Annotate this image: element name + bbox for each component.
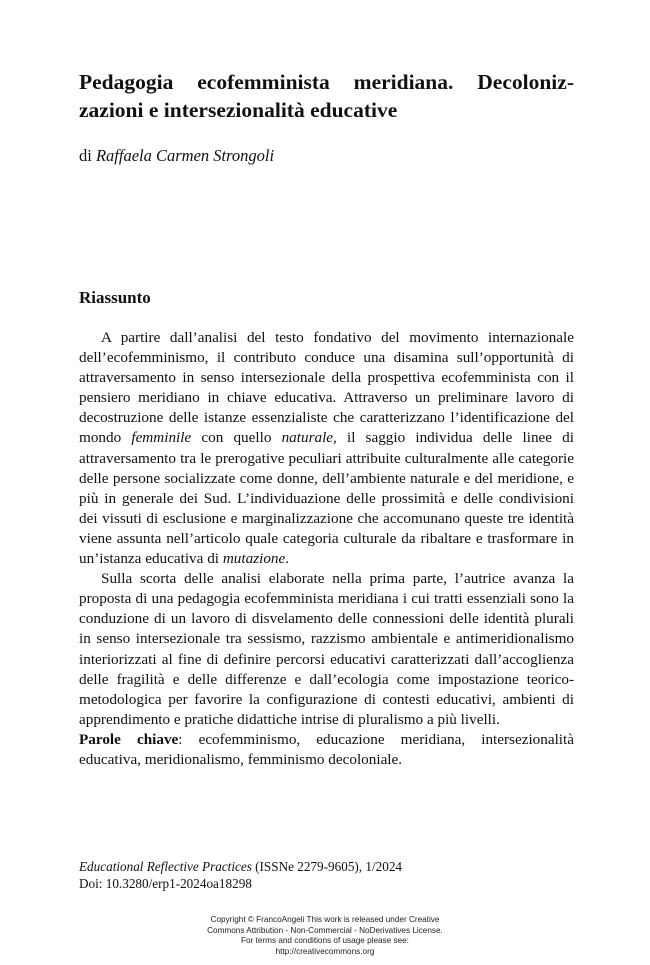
emphasis-naturale: naturale	[281, 429, 334, 447]
citation-footer	[79, 858, 402, 892]
license-line-3: For terms and conditions of usage please see:	[241, 936, 409, 945]
journal-name: Educational Reflective Practices	[79, 859, 252, 874]
keywords-label: Parole chiave	[79, 730, 179, 748]
abstract-heading: Riassunto	[79, 288, 151, 307]
license-link[interactable]: http://creativecommons.org	[275, 946, 375, 956]
emphasis-mutazione: mutazione	[222, 550, 286, 568]
article-title-line-2: zazioni e intersezionalità educative	[79, 98, 398, 122]
license-notice	[180, 915, 470, 957]
abstract-paragraph-1	[79, 328, 574, 569]
byline-prefix: di	[79, 146, 96, 165]
article-title-line-1: Pedagogia ecofemminista meridiana. Decoloniz-	[79, 70, 574, 94]
keywords-list: : ecofemminismo, educazione meridiana, intersezionalità educativa, meridionalismo, femminismo decoloniale.	[79, 730, 574, 768]
abstract-paragraph-2: Sulla scorta delle analisi elaborate nella prima parte, l’autrice avanza la proposta di una pedagogia ecofemminista meridiana i cui tratti essenziali sono la conduzione di un lavoro di disvelamento delle connessioni delle identità plurali in senso intersezionale tra sessismo, razzismo ambientale e antimeridionalismo interiorizzati al fine di definire percorsi educativi caratterizzati dall’accoglienza delle fragilità e delle differenze e dall’ecologia come impostazione teorico-metodologica per favorire la configurazione di contesti educativi, ambienti di apprendimento e pratiche didattiche intrise di pluralismo a più livelli.	[79, 570, 574, 728]
byline	[79, 146, 274, 166]
abstract-body	[79, 328, 574, 770]
license-line-1: Copyright © FrancoAngeli This work is released under Creative	[210, 915, 440, 924]
keywords	[79, 730, 574, 770]
journal-issue: (ISSNe 2279-9605), 1/2024	[251, 859, 403, 874]
article-title	[79, 68, 574, 124]
abstract-p1-text-1: A partire dall’analisi del testo fondativo del movimento internazionale dell’ecofemminismo, il contributo conduce una disamina sull’opportunità di attraversamento in senso intersezionale della prospettiva ecofemminista con il pensiero meridiano in chiave educativa. Attraverso un preliminare lavoro di decostruzione delle istanze essenzialiste che caratterizzano l’identificazione del mondo	[79, 329, 574, 447]
license-line-2: Commons Attribution - Non-Commercial - NoDerivatives License.	[207, 925, 443, 935]
journal-citation	[79, 858, 402, 875]
author-name: Raffaela Carmen Strongoli	[95, 146, 275, 165]
emphasis-femminile: femminile	[131, 429, 192, 447]
doi: Doi: 10.3280/erp1-2024oa18298	[79, 876, 252, 891]
abstract-p1-text-4: .	[285, 550, 290, 568]
abstract-p1-text-2: con quello	[191, 429, 282, 447]
abstract-p1-text-3: , il saggio individua delle linee di attraversamento tra le prerogative peculiari attribuite culturalmente alle categorie delle persone socializzate come donne, dell’ambiente naturale e del meridione, e più in generale dei Sud. L’individuazione delle prossimità e delle condivisioni dei vissuti di esclusione e marginalizzazione che accomunano queste tre identità viene assunta nell’articolo quale categoria culturale da ribaltare e trasformare in un’istanza educativa di	[79, 429, 574, 568]
